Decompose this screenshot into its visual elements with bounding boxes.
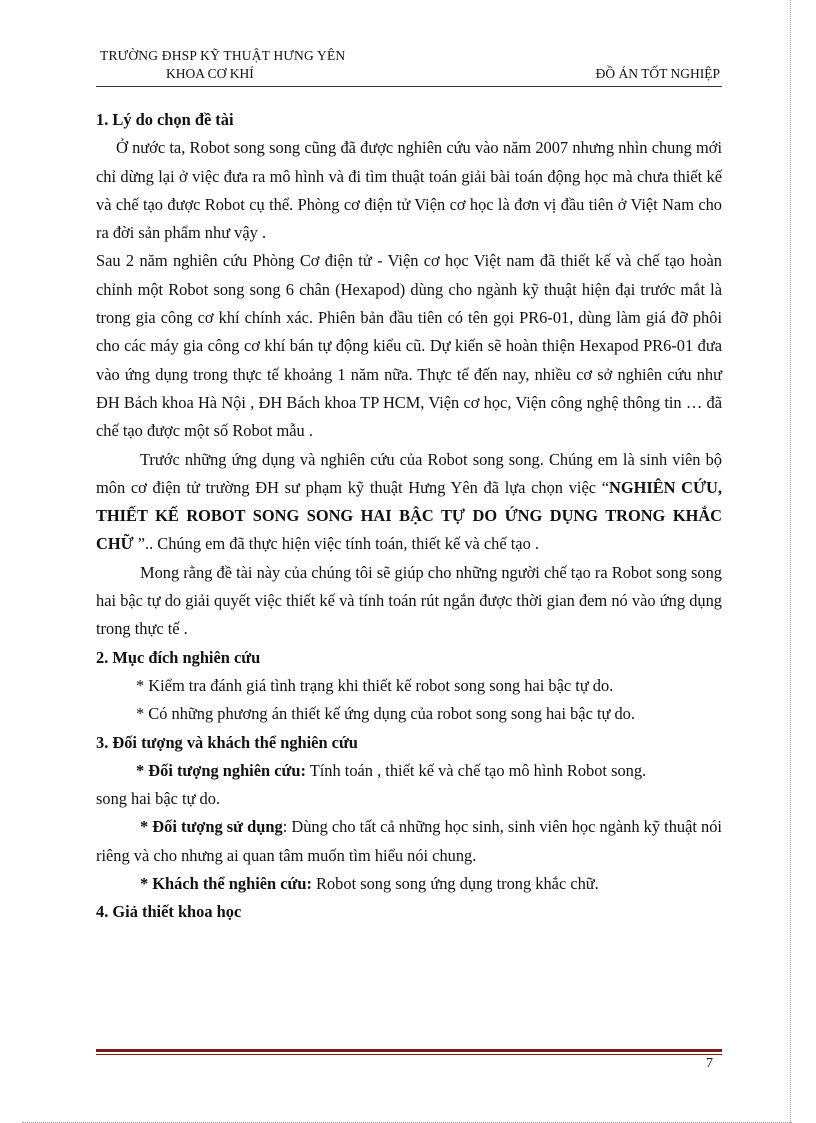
p3-text-before: Trước những ứng dụng và nghiên cứu của Robot song song. Chúng em là sinh viên bộ môn cơ điện tử trường ĐH sư phạm kỹ thuật Hưng Yên đã lựa chọn việc “ — [96, 449, 722, 497]
section-3-item-1 — [96, 757, 722, 785]
item-3-label: * Khách thể nghiên cứu: — [140, 874, 312, 894]
section-3-title: 3. Đối tượng và khách thể nghiên cứu — [96, 732, 358, 752]
section-2-item-1: * Kiểm tra đánh giá tình trạng khi thiết kế robot song song hai bậc tự do. — [136, 675, 614, 695]
header-school: TRƯỜNG ĐHSP KỸ THUẬT HƯNG YÊN — [100, 48, 346, 63]
section-1-paragraph-2: Sau 2 năm nghiên cứu Phòng Cơ điện tử - Viện cơ học Việt nam đã thiết kế và chế tạo hoàn chỉnh một Robot song song 6 chân (Hexapod) dùng cho ngành kỹ thuật hiện đại trước mắt là trong gia công cơ khí chính xác. Phiên bản đầu tiên có tên gọi PR6-01, dùng làm giá đỡ phôi cho các máy gia công cơ khí bán tự động kiểu cũ. Dự kiến sẽ hoàn thiện Hexapod PR6-01 đưa vào ứng dụng trong thực tế khoảng 1 năm nữa. Thực tế đến nay, nhiều cơ sở nghiên cứu như ĐH Bách khoa Hà Nội , ĐH Bách khoa TP HCM, Viện cơ học, Viện công nghệ thông tin … đã chế tạo được một số Robot mẫu . — [96, 251, 722, 441]
item-1-label: * Đối tượng nghiên cứu: — [136, 760, 306, 780]
thesis-title: NGHIÊN CỨU, THIẾT KẾ ROBOT SONG SONG HAI BẬC TỰ DO ỨNG DỤNG TRONG KHẮC CHỮ — [96, 477, 722, 554]
section-1-paragraph-1: Ở nước ta, Robot song song cũng đã được nghiên cứu vào năm 2007 nhưng nhìn chung mới chỉ dừng lại ở việc đưa ra mô hình và đi tìm thuật toán giải bài toán động học mà chưa thiết kế và chế tạo được Robot cụ thể. Phòng cơ điện tử Viện cơ học là đơn vị đầu tiên ở Việt Nam cho ra đời sản phẩm như vậy . — [96, 138, 722, 243]
section-4-title: 4. Giả thiết khoa học — [96, 902, 242, 922]
item-2-text: : Dùng cho tất cả những học sinh, sinh viên học ngành kỹ thuật nói riêng và cho nhưng ai quan tâm muốn tìm hiểu nói chung. — [96, 817, 722, 865]
footer-divider-thick — [96, 1049, 722, 1052]
section-3-item-3 — [96, 870, 722, 898]
page-header — [96, 48, 722, 88]
section-1-paragraph-4: Mong rằng đề tài này của chúng tôi sẽ giúp cho những người chế tạo ra Robot song song hai bậc tự do giải quyết việc thiết kế và tính toán rút ngắn được thời gian đem nó vào ứng dụng trong thực tế . — [96, 562, 722, 639]
header-doc-type: ĐỒ ÁN TỐT NGHIỆP — [595, 66, 720, 81]
section-1-title: 1. Lý do chọn đề tài — [96, 110, 234, 129]
footer-divider-thin — [96, 1054, 722, 1055]
item-2-label: * Đối tượng sử dụng — [140, 817, 283, 837]
section-3-item-2 — [96, 813, 722, 870]
p3-text-after: ”.. Chúng em đã thực hiện việc tính toán, thiết kế và chế tạo . — [133, 534, 539, 554]
document-body — [96, 106, 722, 927]
section-2-item-2: * Có những phương án thiết kế ứng dụng của robot song song hai bậc tự do. — [136, 704, 635, 724]
right-margin-guide — [790, 0, 791, 1123]
item-3-text: Robot song song ứng dụng trong khắc chữ. — [311, 874, 599, 894]
header-divider — [96, 86, 722, 87]
section-2-title: 2. Mục đích nghiên cứu — [96, 647, 261, 667]
page-number: 7 — [706, 1056, 713, 1071]
header-faculty: KHOA CƠ KHÍ — [166, 66, 254, 81]
section-3-item-1-continuation: song hai bậc tự do. — [96, 789, 221, 809]
item-1-text: Tính toán , thiết kế và chế tạo mô hình Robot song. — [305, 760, 647, 780]
section-1-paragraph-3 — [96, 446, 722, 559]
